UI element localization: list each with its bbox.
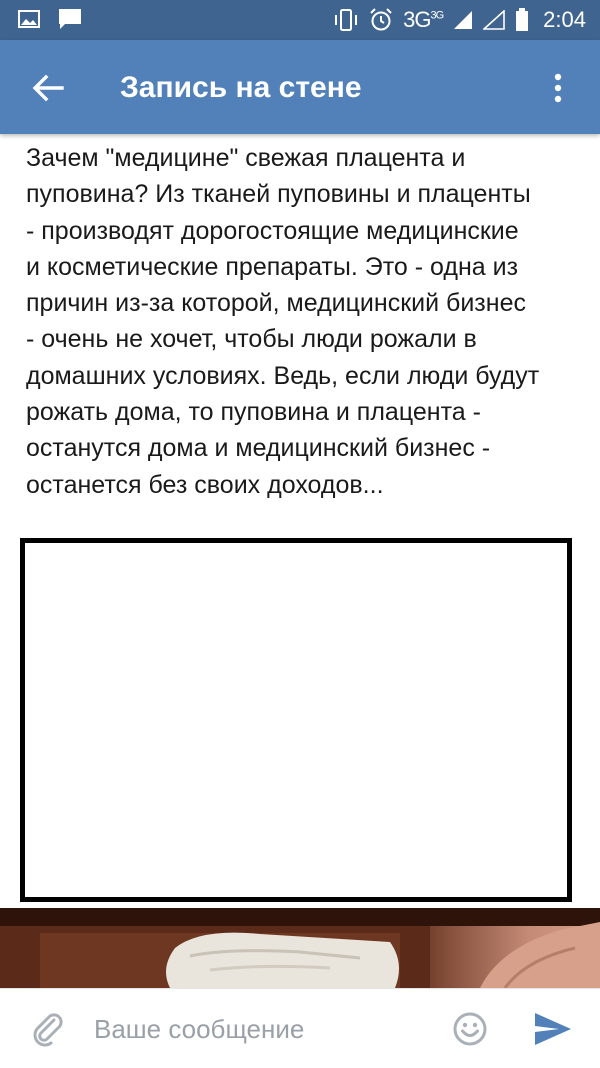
page-title: Запись на стене bbox=[120, 71, 362, 104]
message-input[interactable] bbox=[94, 1009, 434, 1049]
alarm-icon bbox=[369, 8, 393, 32]
post-text-line: пуповина? Из тканей пуповины и плаценты bbox=[26, 180, 531, 209]
notification-icons bbox=[18, 8, 82, 30]
post-text-line: рожать дома, то пуповина и плацента - bbox=[26, 398, 481, 427]
post-text bbox=[26, 140, 571, 503]
send-icon[interactable] bbox=[533, 1011, 573, 1047]
vibrate-icon bbox=[333, 9, 359, 31]
status-time: 2:04 bbox=[543, 7, 586, 32]
app-toolbar bbox=[0, 40, 600, 134]
battery-icon bbox=[515, 8, 529, 32]
message-composer bbox=[0, 988, 600, 1068]
post-image-attachment[interactable] bbox=[20, 538, 572, 902]
message-notification-icon bbox=[58, 8, 82, 30]
post-photo[interactable] bbox=[0, 908, 600, 988]
post-text-line: останутся дома и медицинский бизнес - bbox=[26, 434, 491, 463]
post-text-line: и косметические препараты. Это - одна из bbox=[26, 252, 519, 281]
image-notification-icon bbox=[18, 9, 40, 29]
paperclip-icon[interactable] bbox=[30, 1011, 66, 1047]
status-bar bbox=[0, 0, 600, 40]
post-text-line: - производят дорогостоящие медицинские bbox=[26, 216, 519, 245]
more-vert-icon[interactable] bbox=[538, 68, 578, 108]
arrow-back-icon[interactable] bbox=[28, 68, 68, 108]
status-icons bbox=[333, 0, 586, 40]
signal-icon bbox=[453, 10, 473, 30]
post-text-line: домашних условиях. Ведь, если люди будут bbox=[26, 361, 540, 390]
signal-empty-icon bbox=[483, 10, 505, 30]
photo-content bbox=[0, 908, 600, 988]
post-text-line: причин из-за которой, медицинский бизнес bbox=[26, 289, 526, 318]
network-type: $3G^{3G}$ bbox=[403, 7, 444, 32]
post-text-line: - очень не хочет, чтобы люди рожали в bbox=[26, 325, 477, 354]
post-text-line: останется без своих доходов... bbox=[26, 470, 384, 499]
post-text-line: Зачем "медицине" свежая плацента и bbox=[26, 144, 466, 172]
smiley-icon[interactable] bbox=[452, 1011, 488, 1047]
